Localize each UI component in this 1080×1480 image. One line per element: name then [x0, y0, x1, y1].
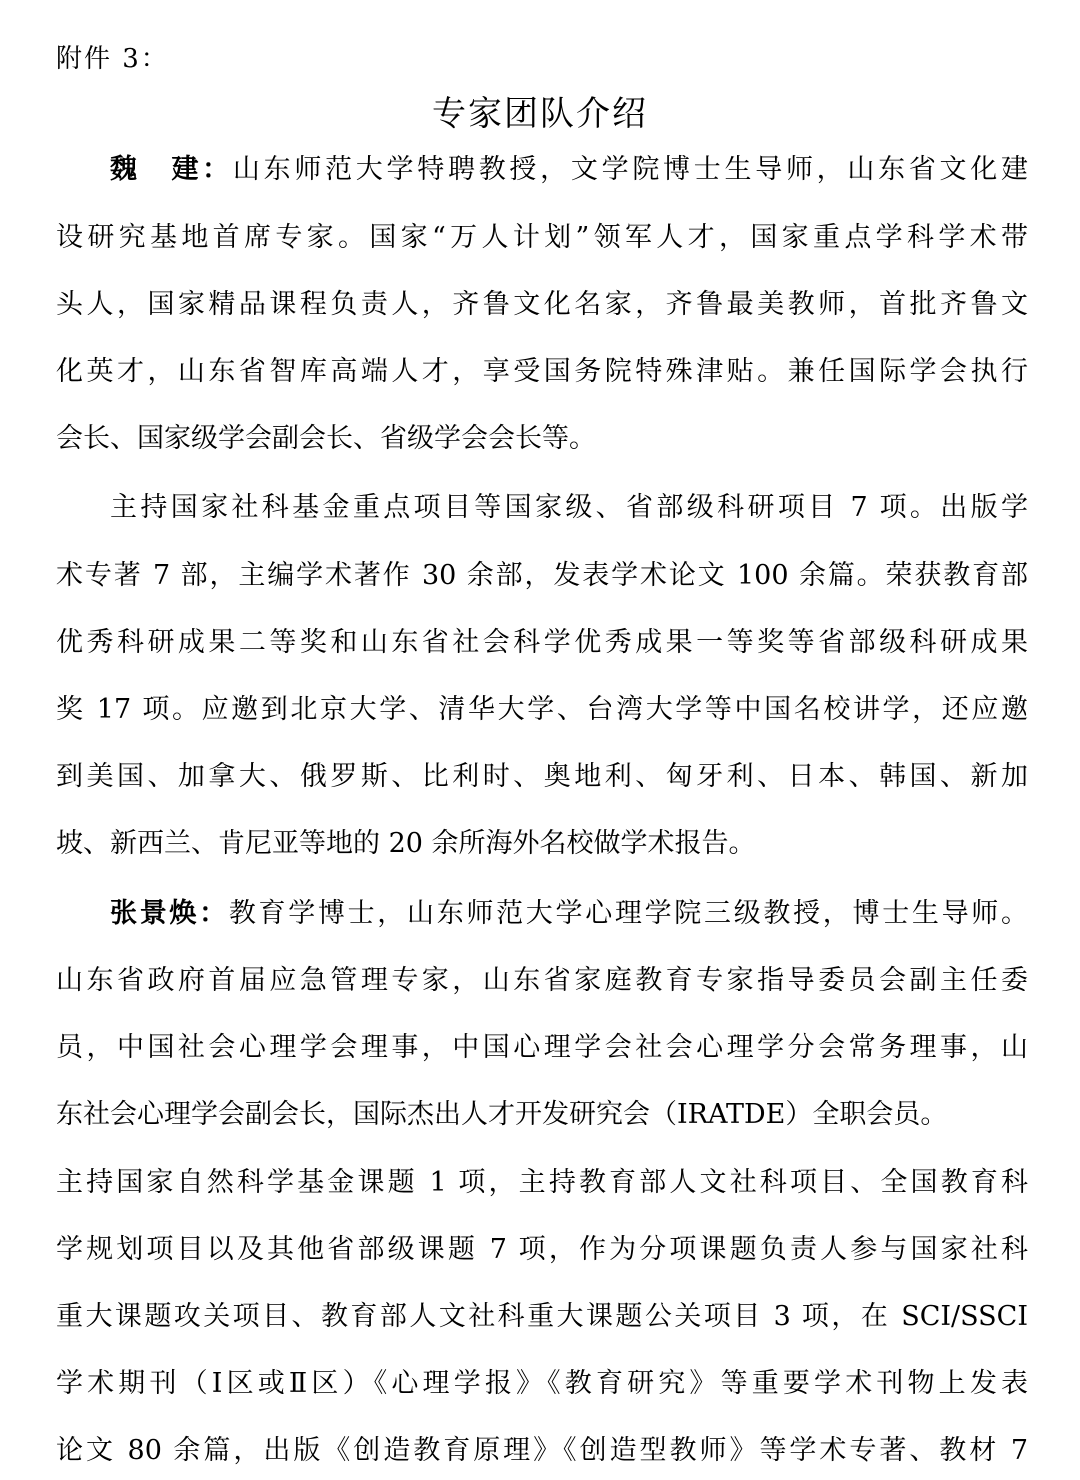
expert-wei-bio-line: 会长、国家级学会副会长、省级学会会长等。 — [56, 423, 596, 454]
expert-wei-bio-text: 山东师范大学特聘教授，文学院博士生导师，山东省文化建 — [232, 154, 1029, 185]
expert-name-zhang: 张景焕： — [110, 898, 229, 929]
expert-zhang-bio-line: 山东省政府首届应急管理专家，山东省家庭教育专家指导委员会副主任委 — [56, 965, 1028, 996]
expert-zhang-line-1 — [110, 894, 1028, 934]
expert-wei-research-line: 术专著 7 部，主编学术著作 30 余部，发表学术论文 100 余篇。荣获教育部 — [56, 560, 1028, 591]
expert-zhang-bio-line: 学规划项目以及其他省部级课题 7 项，作为分项课题负责人参与国家社科 — [56, 1234, 1028, 1265]
expert-wei-bio-line: 设研究基地首席专家。国家“万人计划”领军人才，国家重点学科学术带 — [56, 222, 1028, 253]
expert-name-wei: 魏 建： — [110, 154, 233, 185]
expert-wei-research-line: 到美国、加拿大、俄罗斯、比利时、奥地利、匈牙利、日本、韩国、新加 — [56, 761, 1028, 792]
expert-zhang-bio-line: 员，中国社会心理学会理事，中国心理学会社会心理学分会常务理事，山 — [56, 1032, 1028, 1063]
attachment-label: 附件 3： — [56, 44, 169, 74]
page-title: 专家团队介绍 — [432, 94, 648, 134]
expert-wei-research-line: 坡、新西兰、肯尼亚等地的 20 余所海外名校做学术报告。 — [56, 828, 756, 859]
expert-wei-line-1 — [110, 150, 1028, 190]
expert-zhang-bio-line: 论文 80 余篇，出版《创造教育原理》《创造型教师》等学术专著、教材 7 — [56, 1435, 1028, 1466]
expert-wei-bio-line: 化英才，山东省智库高端人才，享受国务院特殊津贴。兼任国际学会执行 — [56, 356, 1028, 387]
expert-wei-bio-line: 头人，国家精品课程负责人，齐鲁文化名家，齐鲁最美教师，首批齐鲁文 — [56, 289, 1028, 320]
expert-zhang-bio-line: 东社会心理学会副会长，国际杰出人才开发研究会（IRATDE）全职会员。 — [56, 1099, 948, 1130]
expert-wei-research-line: 奖 17 项。应邀到北京大学、清华大学、台湾大学等中国名校讲学，还应邀 — [56, 694, 1028, 725]
expert-zhang-bio-text: 教育学博士，山东师范大学心理学院三级教授，博士生导师。 — [228, 898, 1029, 929]
expert-wei-research-line: 优秀科研成果二等奖和山东省社会科学优秀成果一等奖等省部级科研成果 — [56, 627, 1028, 658]
expert-zhang-bio-line: 重大课题攻关项目、教育部人文社科重大课题公关项目 3 项，在 SCI/SSCI — [56, 1301, 1028, 1332]
expert-zhang-bio-line: 学术期刊（Ⅰ区或Ⅱ区）《心理学报》《教育研究》等重要学术刊物上发表 — [56, 1368, 1028, 1399]
expert-zhang-bio-line: 主持国家自然科学基金课题 1 项，主持教育部人文社科项目、全国教育科 — [56, 1167, 1028, 1198]
expert-wei-research-line: 主持国家社科基金重点项目等国家级、省部级科研项目 7 项。出版学 — [110, 492, 1028, 523]
